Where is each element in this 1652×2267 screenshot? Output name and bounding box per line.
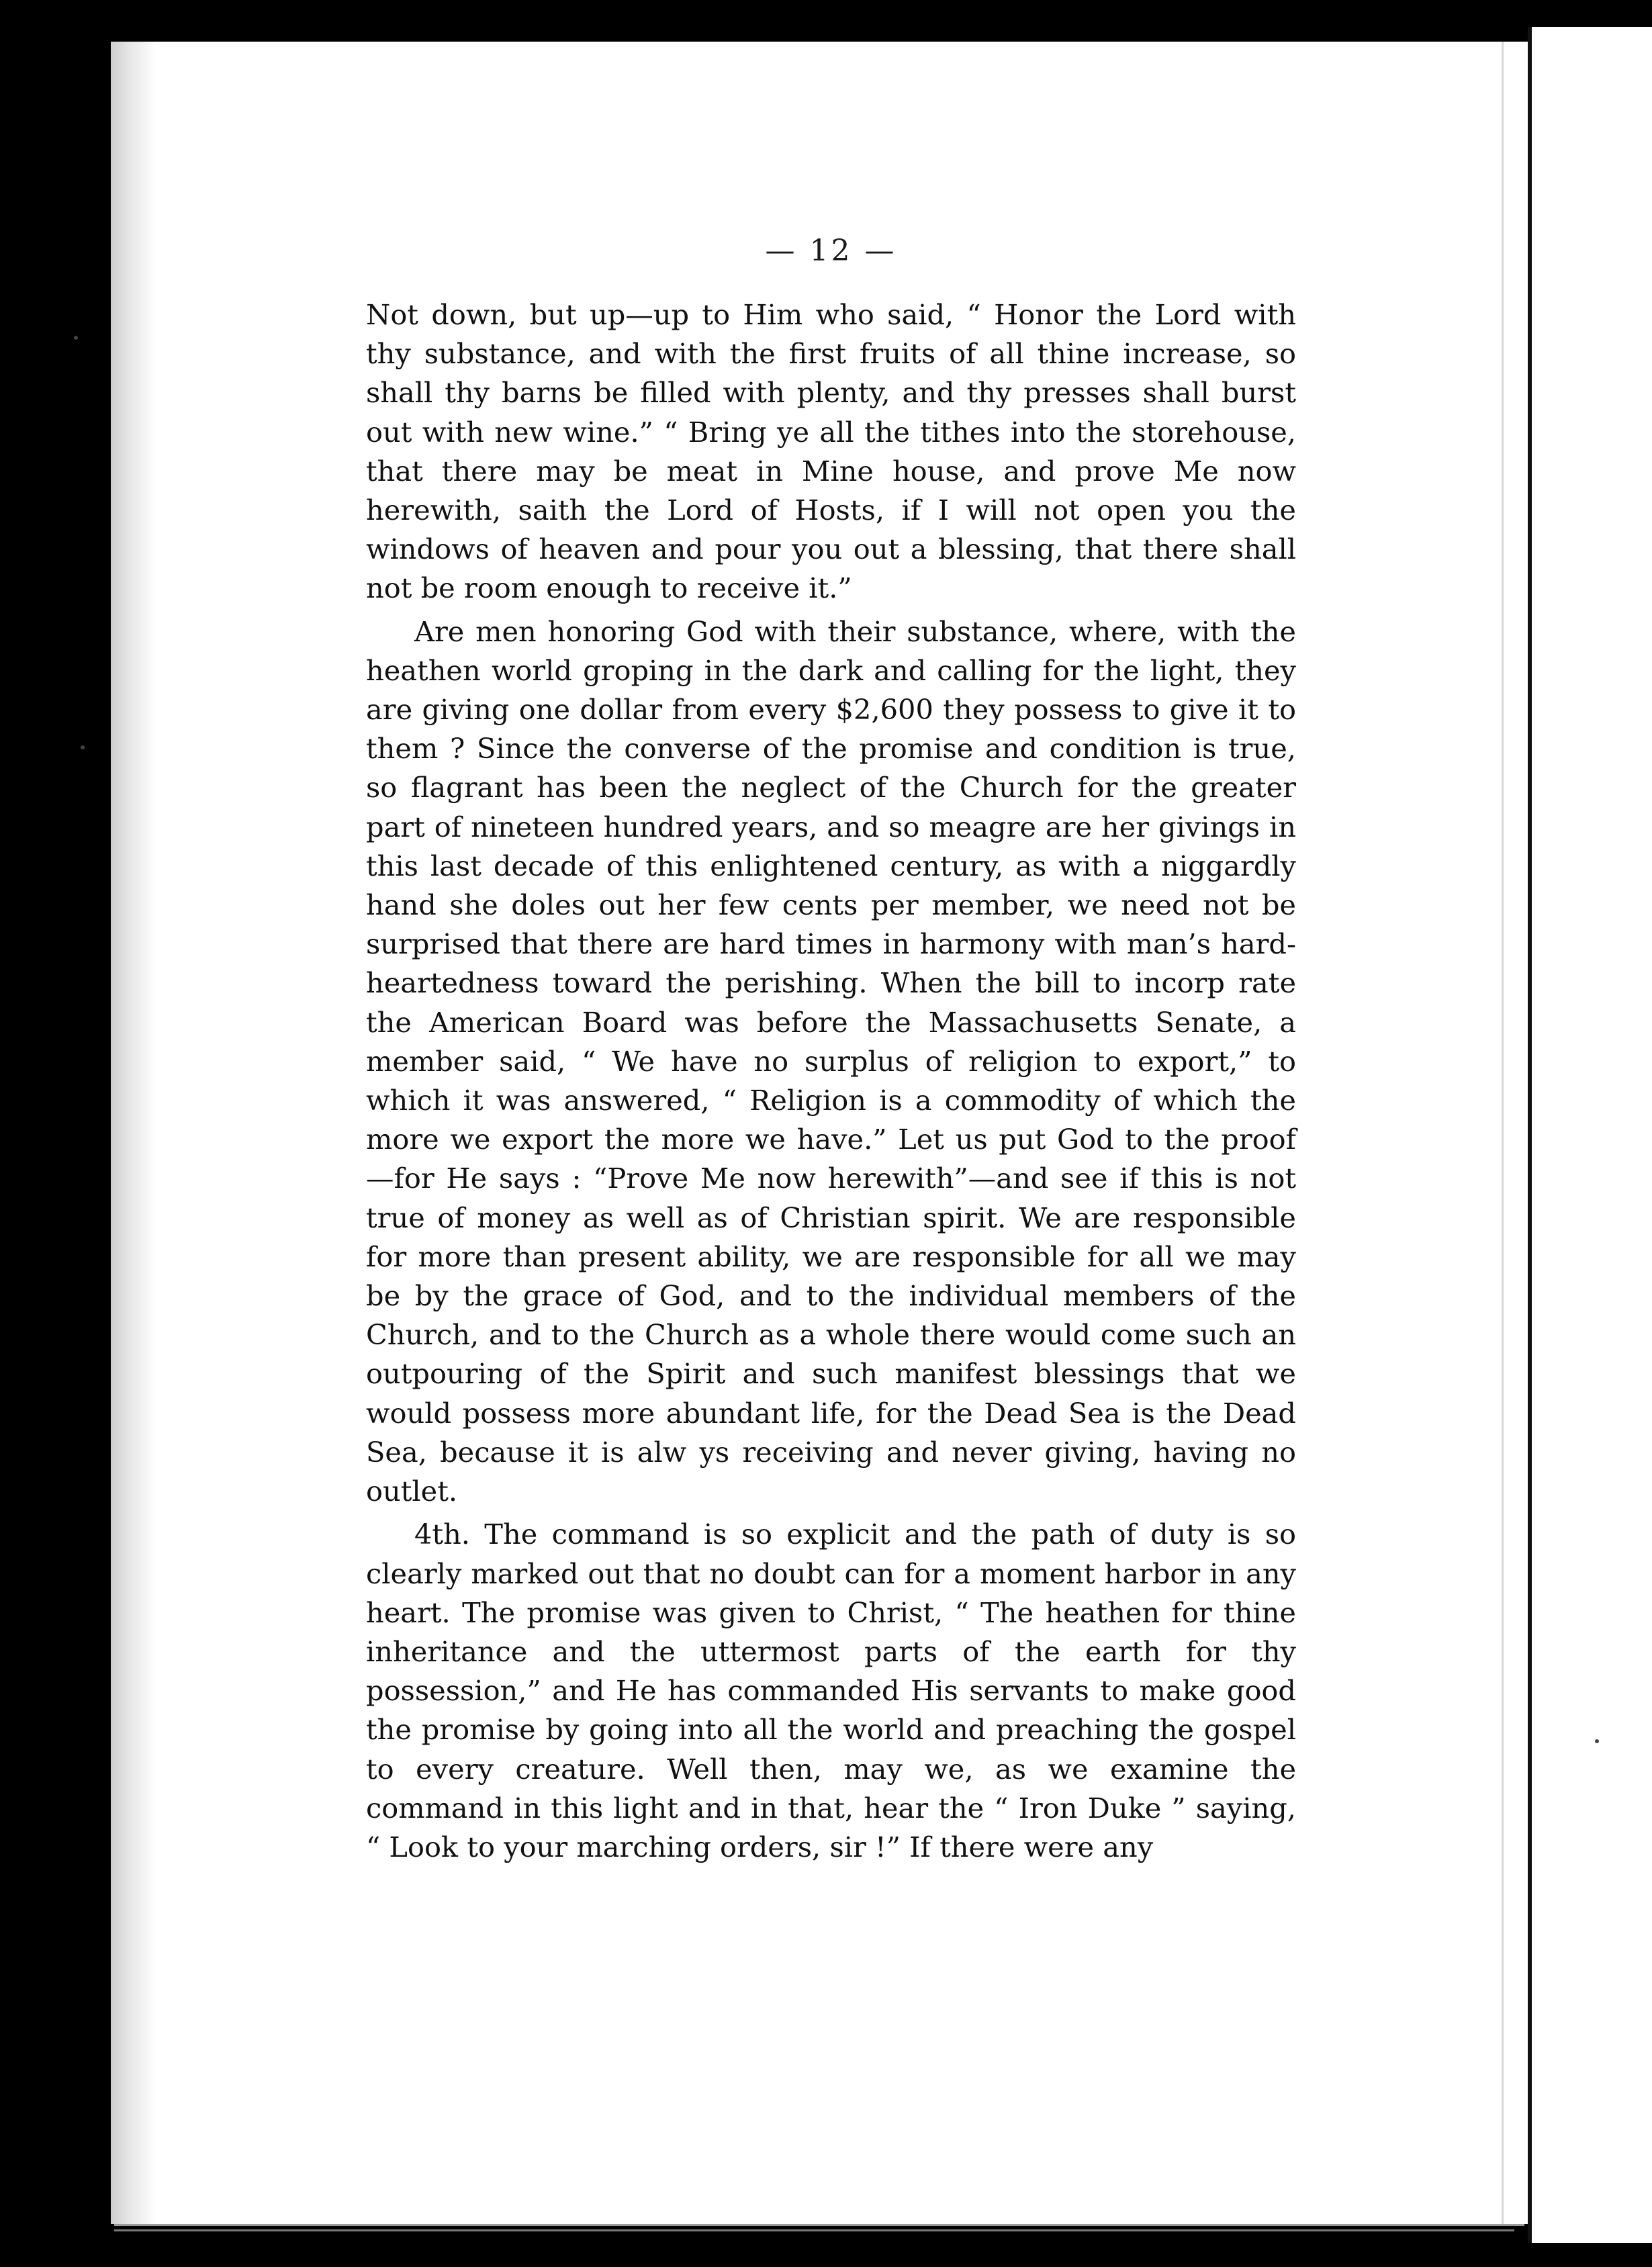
page-edge-line xyxy=(114,2229,1514,2231)
page-text xyxy=(366,234,1296,1867)
adjacent-page-edge xyxy=(1528,27,1652,2243)
paragraph-3: 4th. The command is so explicit and the path of duty is so clearly marked out that no doubt can for a moment harbor in any heart. The promise was given to Christ, “ The heathen for thine inheritance and the uttermost parts of the earth for thy possession,” and He has commanded His servants to make good the promise by going into all the world and preaching the gospel to every creature. Well then, may we, as we examine the command in this light and in that, hear the “ Iron Duke ” saying, “ Look to your marching orders, sir !” If there were any xyxy=(366,1518,1296,1863)
page-gutter-line xyxy=(1502,42,1504,2224)
scan-speck xyxy=(74,336,78,340)
paragraph-1: Not down, but up—up to Him who said, “ Honor the Lord with thy substance, and with the first fruits of all thine increase, so shall thy barns be filled with plenty, and thy presses shall burst out with new wine.” “ Bring ye all the tithes into the storehouse, that there may be meat in Mine house, and prove Me now herewith, saith the Lord of Hosts, if I will not open you the windows of heaven and pour you out a blessing, that there shall not be room enough to receive it.” xyxy=(366,298,1296,605)
paragraph-2: Are men honoring God with their substance, where, with the heathen world groping in the dark and calling for the light, they are giving one dollar from every $2,600 they possess to give it to them ? Since the converse of the promise and condition is true, so flagrant has been the neglect of the Church for the greater part of nineteen hundred years, and so meagre are her givings in this last decade of this enlightened century, as with a niggardly hand she doles out her few cents per member, we need not be surprised that there are hard times in harmony with man’s hard-heartedness toward the perishing. When the bill to incorp rate the American Board was before the Massachusetts Senate, a member said, “ We have no surplus of religion to export,” to which it was answered, “ Religion is a commodity of which the more we export the more we have.” Let us put God to the proof —for He says : “Prove Me now herewith”—and see if this is not true of money as well as of Christian spirit. We are responsible for more than present ability, we are responsible for all we may be by the grace of God, and to the individual members of the Church, and to the Church as a whole there would come such an outpouring of the Spirit and such manifest blessings that we would possess more abundant life, for the Dead Sea is the Dead Sea, because it is alw ys receiving and never giving, having no outlet. xyxy=(366,614,1296,1508)
scan-speck xyxy=(1595,1739,1599,1743)
scan-speck xyxy=(81,745,85,749)
binding-shadow xyxy=(111,42,156,2224)
page-number: — 12 — xyxy=(765,234,897,268)
page-edge-line xyxy=(114,2224,1524,2226)
